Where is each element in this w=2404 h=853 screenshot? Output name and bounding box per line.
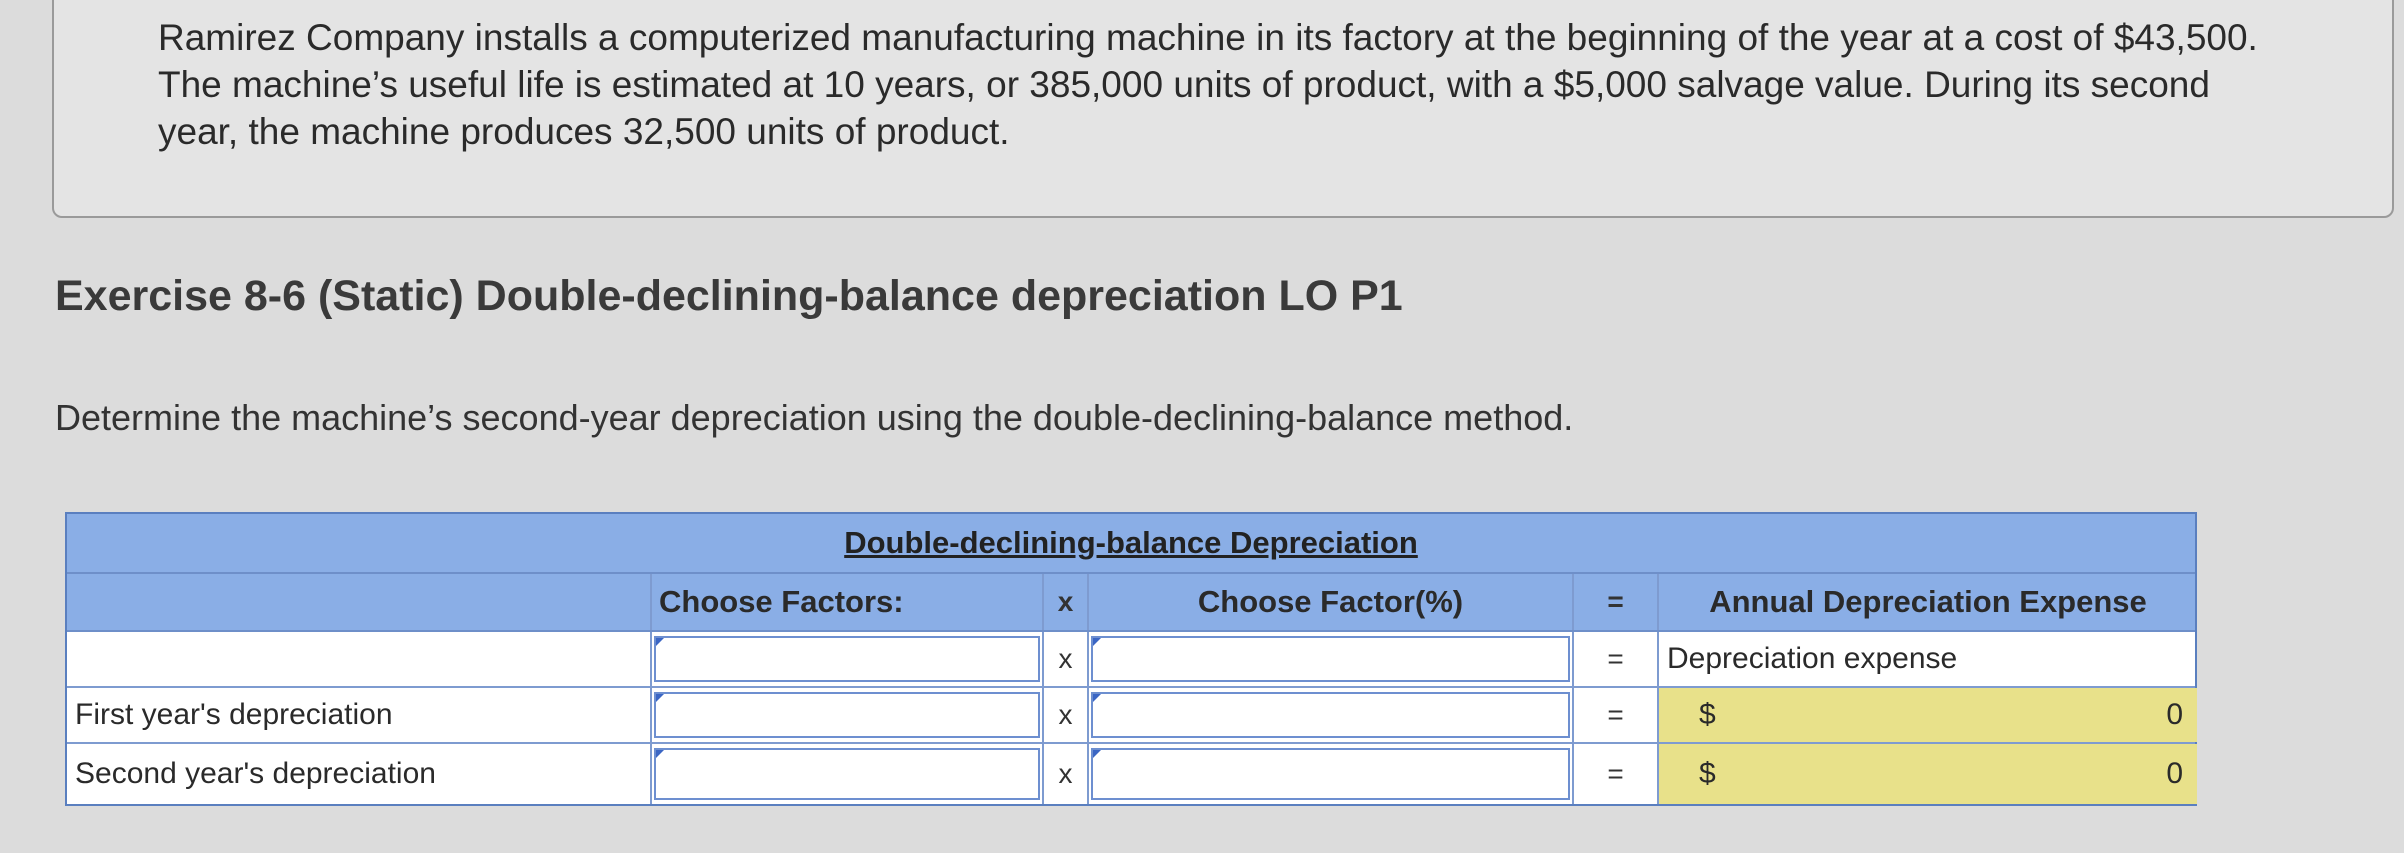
row-label: Second year's depreciation bbox=[75, 757, 436, 790]
row-label bbox=[75, 632, 645, 686]
factor-pct-dropdown[interactable] bbox=[1091, 692, 1570, 738]
currency-symbol: $ bbox=[1699, 698, 1716, 731]
factor-dropdown[interactable] bbox=[654, 692, 1040, 738]
header-annual-depreciation-expense: Annual Depreciation Expense bbox=[1709, 584, 2147, 619]
header-choose-factors: Choose Factors: bbox=[659, 584, 904, 619]
factor-dropdown[interactable] bbox=[654, 748, 1040, 800]
equals-operator: = bbox=[1607, 643, 1624, 674]
depreciation-table bbox=[65, 512, 2197, 806]
table-row bbox=[67, 632, 2195, 688]
times-operator: x bbox=[1058, 699, 1073, 730]
exercise-title: Exercise 8-6 (Static) Double-declining-balance depreciation LO P1 bbox=[55, 272, 1403, 320]
table-title: Double-declining-balance Depreciation bbox=[844, 525, 1418, 560]
header-equals: = bbox=[1607, 586, 1624, 617]
factor-dropdown[interactable] bbox=[654, 636, 1040, 682]
exercise-instruction: Determine the machine’s second-year depreciation using the double-declining-balance method. bbox=[55, 397, 1574, 438]
depreciation-value: 0 bbox=[2166, 757, 2183, 790]
times-operator: x bbox=[1058, 758, 1073, 789]
factor-pct-dropdown[interactable] bbox=[1091, 748, 1570, 800]
factor-pct-dropdown[interactable] bbox=[1091, 636, 1570, 682]
table-title-row bbox=[67, 514, 2195, 574]
first-year-depreciation-result bbox=[1659, 688, 2197, 742]
header-times: x bbox=[1057, 586, 1074, 617]
depreciation-value: 0 bbox=[2166, 698, 2183, 731]
times-operator: x bbox=[1058, 643, 1073, 674]
depreciation-expense-label: Depreciation expense bbox=[1667, 642, 1958, 675]
row-label: First year's depreciation bbox=[75, 698, 393, 731]
table-row bbox=[67, 688, 2195, 744]
header-choose-factor-pct: Choose Factor(%) bbox=[1197, 584, 1464, 619]
second-year-depreciation-result bbox=[1659, 744, 2197, 804]
currency-symbol: $ bbox=[1699, 757, 1716, 790]
equals-operator: = bbox=[1607, 758, 1624, 789]
table-header-row bbox=[67, 574, 2195, 632]
problem-statement-text: Ramirez Company installs a computerized manufacturing machine in its factory at the beginning of the year at a cost of $43,500. The machine’s useful life is estimated at 10 years, or 385,000 units of product, with a $5,000 salvage value. During its second year, the machine produces 32,500 units of product. bbox=[158, 17, 2258, 152]
equals-operator: = bbox=[1607, 699, 1624, 730]
table-row bbox=[67, 744, 2195, 804]
